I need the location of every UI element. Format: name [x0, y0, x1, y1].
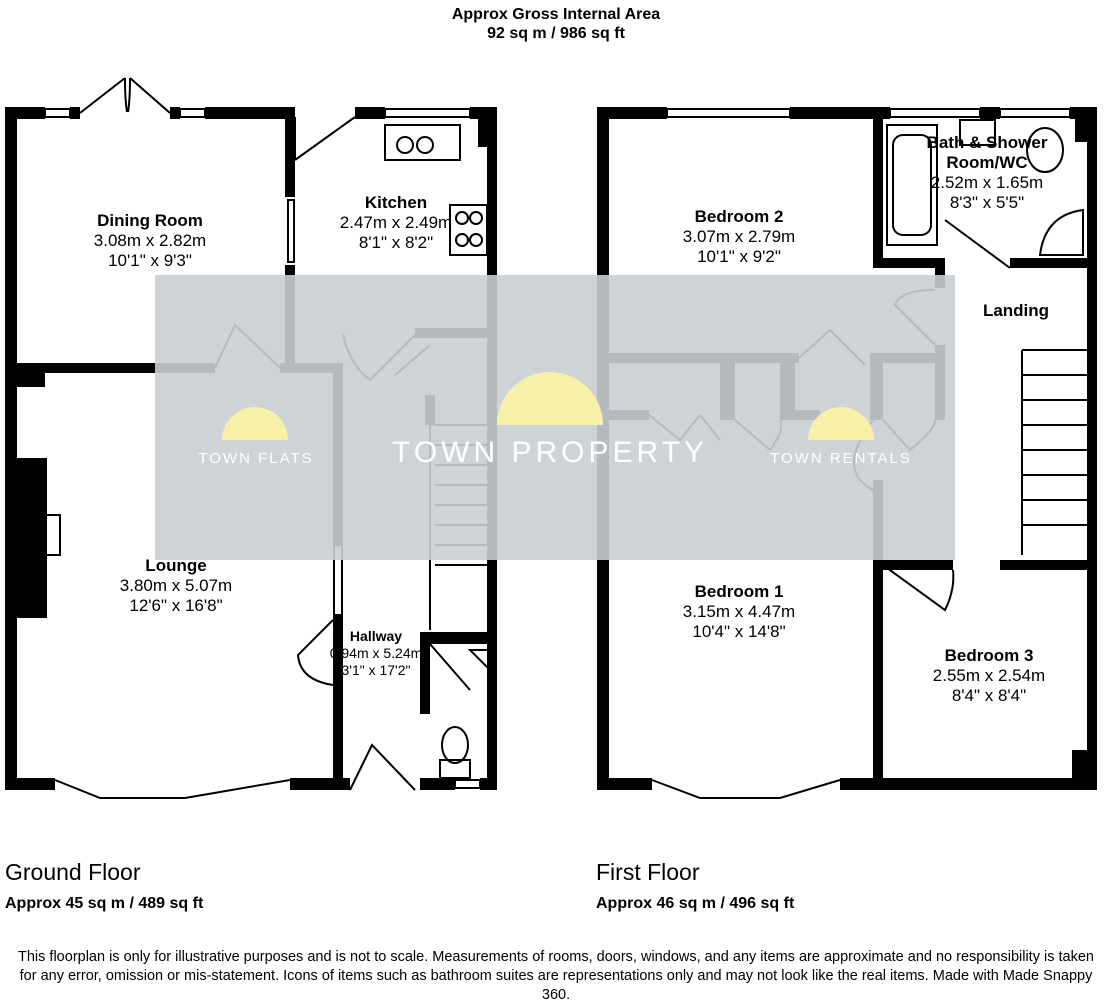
room-imperial: 10'4" x 14'8"	[692, 622, 786, 641]
room-imperial: 3'1" x 17'2"	[341, 662, 411, 678]
room-metric: 3.07m x 2.79m	[682, 227, 796, 246]
room-metric: 3.80m x 5.07m	[119, 576, 233, 595]
watermark-town-rentals: TOWN RENTALS	[770, 450, 912, 467]
room-metric: 0.94m x 5.24m	[329, 645, 423, 661]
first-floor-label: First Floor	[596, 859, 700, 885]
watermark-town-flats: TOWN FLATS	[198, 450, 314, 467]
room-name: Bedroom 2	[694, 207, 784, 226]
room-imperial: 12'6" x 16'8"	[129, 596, 223, 615]
disclaimer-text: This floorplan is only for illustrative purposes and is not to scale. Measurements of rooms, doors, windows, and any items are approximate and no responsibility is taken for any error, omission or mis-statement. Icons of items such as bathroom suites are representations only and may not look like the real items. Made with Made Snappy 360.	[18, 949, 1094, 1003]
room-name: Hallway	[349, 628, 403, 644]
room-imperial: 8'3" x 5'5"	[949, 193, 1025, 212]
watermark-town-property: TOWN PROPERTY	[392, 436, 708, 469]
room-name: Dining Room	[97, 211, 203, 230]
room-bath-shower-wc	[927, 133, 1048, 213]
room-metric: 3.15m x 4.47m	[682, 602, 796, 621]
room-name: Bedroom 3	[944, 646, 1034, 665]
room-metric: 2.55m x 2.54m	[932, 666, 1046, 685]
ground-floor-label: Ground Floor	[5, 859, 141, 885]
room-metric: 2.52m x 1.65m	[930, 173, 1044, 192]
room-name: Bath & Shower	[926, 133, 1048, 152]
ground-floor-area: Approx 45 sq m / 489 sq ft	[5, 895, 204, 912]
gross-area-title: Approx Gross Internal Area	[451, 6, 661, 23]
room-name: Landing	[982, 301, 1050, 320]
room-imperial: 8'4" x 8'4"	[951, 686, 1027, 705]
room-bedroom-2	[683, 207, 795, 267]
room-lounge	[120, 556, 232, 616]
gross-area-value: 92 sq m / 986 sq ft	[487, 25, 625, 42]
room-bedroom-3	[933, 646, 1045, 706]
room-bedroom-1	[683, 582, 795, 642]
room-landing	[983, 301, 1049, 321]
room-imperial: 10'1" x 9'2"	[697, 247, 781, 266]
room-imperial: 8'1" x 8'2"	[358, 233, 434, 252]
room-name: Kitchen	[364, 193, 428, 212]
room-dining-room	[94, 211, 206, 271]
first-floor-area: Approx 46 sq m / 496 sq ft	[596, 895, 795, 912]
room-name: Bedroom 1	[694, 582, 784, 601]
room-name-line2: Room/WC	[946, 153, 1028, 172]
room-hallway	[330, 628, 423, 679]
room-kitchen	[340, 193, 452, 253]
watermark	[155, 275, 955, 560]
room-name: Lounge	[145, 556, 207, 575]
room-imperial: 10'1" x 9'3"	[108, 251, 192, 270]
room-metric: 3.08m x 2.82m	[93, 231, 207, 250]
room-metric: 2.47m x 2.49m	[339, 213, 453, 232]
